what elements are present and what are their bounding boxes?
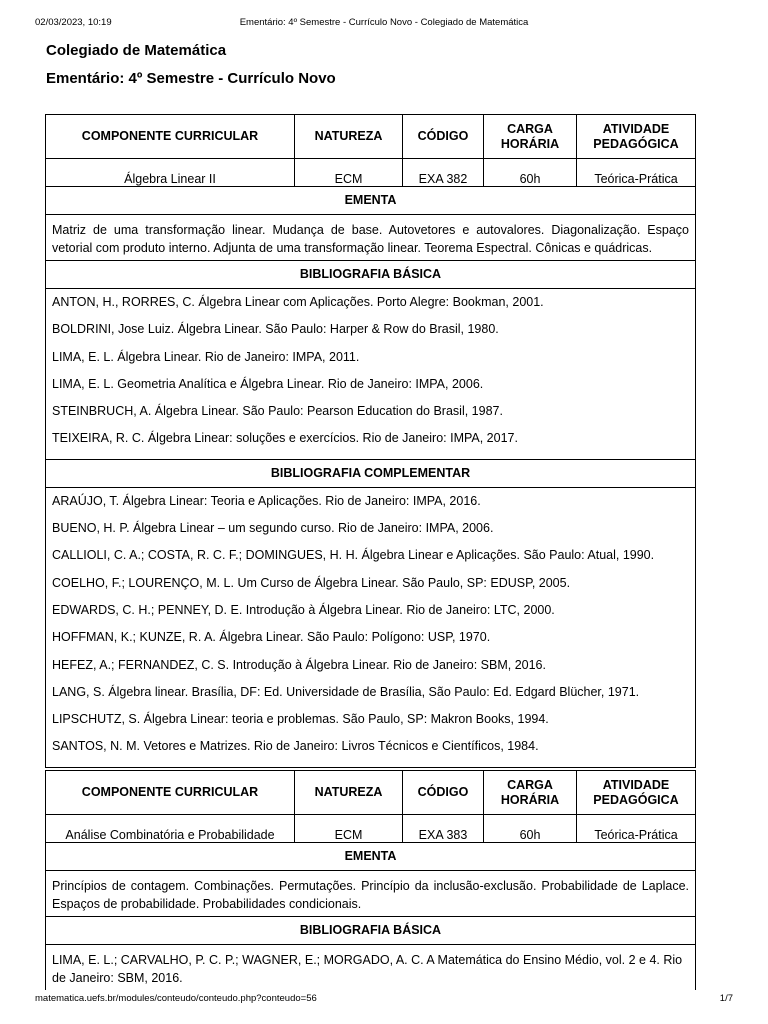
reference-item: COELHO, F.; LOURENÇO, M. L. Um Curso de Álgebra Linear. São Paulo, SP: EDUSP, 2005. [52, 575, 571, 590]
column-header-component: COMPONENTE CURRICULAR [46, 115, 295, 159]
section-header-row [46, 917, 696, 945]
section-header-row [46, 843, 696, 871]
ementa-text: Matriz de uma transformação linear. Mudança de base. Autovetores e autovalores. Diagonalização. Espaço vetorial com produto interno. Adjunta de uma transformação linear. Teorema Espectral. Cônicas e quádricas. [46, 215, 696, 261]
column-header-component: COMPONENTE CURRICULAR [46, 771, 295, 815]
course-nature: ECM [295, 815, 403, 843]
reference-item: HEFEZ, A.; FERNANDEZ, C. S. Introdução à Álgebra Linear. Rio de Janeiro: SBM, 2016. [52, 657, 546, 672]
basic-bibliography-list [46, 289, 696, 460]
reference-item: EDWARDS, C. H.; PENNEY, D. E. Introdução à Álgebra Linear. Rio de Janeiro: LTC, 2000. [52, 602, 555, 617]
section-title-ementa: EMENTA [46, 187, 696, 215]
column-header-hours: CARGA HORÁRIA [484, 771, 577, 815]
complementary-bibliography-row [46, 487, 696, 767]
print-document-title: Ementário: 4º Semestre - Currículo Novo - Colegiado de Matemática [239, 17, 529, 28]
column-header-activity: ATIVIDADE PEDAGÓGICA [577, 115, 696, 159]
column-header-row [46, 771, 696, 815]
section-title-ementa: EMENTA [46, 843, 696, 871]
reference-item: BOLDRINI, Jose Luiz. Álgebra Linear. São Paulo: Harper & Row do Brasil, 1980. [52, 322, 499, 337]
site-title: Colegiado de Matemática [46, 42, 227, 59]
reference-item: HOFFMAN, K.; KUNZE, R. A. Álgebra Linear. São Paulo: Polígono: USP, 1970. [52, 630, 491, 645]
reference-item: LIMA, E. L. Álgebra Linear. Rio de Janeiro: IMPA, 2011. [52, 349, 360, 364]
course-table [45, 114, 696, 768]
course-name: Álgebra Linear II [46, 159, 295, 187]
reference-item: LANG, S. Álgebra linear. Brasília, DF: Ed. Universidade de Brasília, São Paulo: Ed. Edgard Blücher, 1971. [52, 684, 640, 699]
course-info-row [46, 159, 696, 187]
reference-item: ANTON, H., RORRES, C. Álgebra Linear com Aplicações. Porto Alegre: Bookman, 2001. [52, 295, 544, 309]
course-name: Análise Combinatória e Probabilidade [46, 815, 295, 843]
page-url: matematica.uefs.br/modules/conteudo/conteudo.php?conteudo=56 [35, 993, 317, 1004]
page-subtitle: Ementário: 4º Semestre - Currículo Novo [46, 70, 336, 87]
column-header-row [46, 115, 696, 159]
column-header-nature: NATUREZA [295, 771, 403, 815]
reference-item: TEIXEIRA, R. C. Álgebra Linear: soluções e exercícios. Rio de Janeiro: IMPA, 2017. [52, 431, 518, 446]
section-title-basic-bibliography: BIBLIOGRAFIA BÁSICA [46, 261, 696, 289]
reference-item: SANTOS, N. M. Vetores e Matrizes. Rio de Janeiro: Livros Técnicos e Científicos, 1984. [52, 739, 539, 754]
reference-item: STEINBRUCH, A. Álgebra Linear. São Paulo: Pearson Education do Brasil, 1987. [52, 404, 503, 419]
course-nature: ECM [295, 159, 403, 187]
basic-bibliography-row [46, 289, 696, 460]
course-code: EXA 382 [403, 159, 484, 187]
reference-item: LIPSCHUTZ, S. Álgebra Linear: teoria e problemas. São Paulo, SP: Makron Books, 1994. [52, 712, 549, 727]
ementa-row [46, 871, 696, 917]
course-activity: Teórica-Prática [577, 815, 696, 843]
reference-item: LIMA, E. L. Geometria Analítica e Álgebra Linear. Rio de Janeiro: IMPA, 2006. [52, 376, 484, 391]
reference-item: ARAÚJO, T. Álgebra Linear: Teoria e Aplicações. Rio de Janeiro: IMPA, 2016. [52, 493, 481, 508]
course-info-row [46, 815, 696, 843]
ementa-row [46, 215, 696, 261]
section-title-basic-bibliography: BIBLIOGRAFIA BÁSICA [46, 917, 696, 945]
reference-item: BUENO, H. P. Álgebra Linear – um segundo curso. Rio de Janeiro: IMPA, 2006. [52, 521, 494, 536]
section-header-row [46, 261, 696, 289]
course-activity: Teórica-Prática [577, 159, 696, 187]
ementa-text: Princípios de contagem. Combinações. Permutações. Princípio da inclusão-exclusão. Probabilidade de Laplace. Espaços de probabilidade. Probabilidades condicionais. [46, 871, 696, 917]
basic-bibliography-list [46, 945, 696, 991]
course-hours: 60h [484, 159, 577, 187]
section-title-complementary-bibliography: BIBLIOGRAFIA COMPLEMENTAR [46, 459, 696, 487]
course-code: EXA 383 [403, 815, 484, 843]
course-table [45, 770, 696, 990]
reference-item: CALLIOLI, C. A.; COSTA, R. C. F.; DOMINGUES, H. H. Álgebra Linear e Aplicações. São Paulo: Atual, 1990. [52, 548, 655, 563]
column-header-nature: NATUREZA [295, 115, 403, 159]
page-number: 1/7 [719, 993, 733, 1004]
print-datetime: 02/03/2023, 10:19 [35, 17, 112, 28]
column-header-code: CÓDIGO [403, 771, 484, 815]
print-footer [0, 993, 768, 1007]
basic-bibliography-row [46, 945, 696, 991]
section-header-row [46, 187, 696, 215]
column-header-hours: CARGA HORÁRIA [484, 115, 577, 159]
course-hours: 60h [484, 815, 577, 843]
complementary-bibliography-list [46, 487, 696, 767]
column-header-activity: ATIVIDADE PEDAGÓGICA [577, 771, 696, 815]
column-header-code: CÓDIGO [403, 115, 484, 159]
section-header-row [46, 459, 696, 487]
reference-item: LIMA, E. L.; CARVALHO, P. C. P.; WAGNER, E.; MORGADO, A. C. A Matemática do Ensino Médio, vol. 2 e 4. Rio de Janeiro: SBM, 2016. [52, 953, 683, 985]
